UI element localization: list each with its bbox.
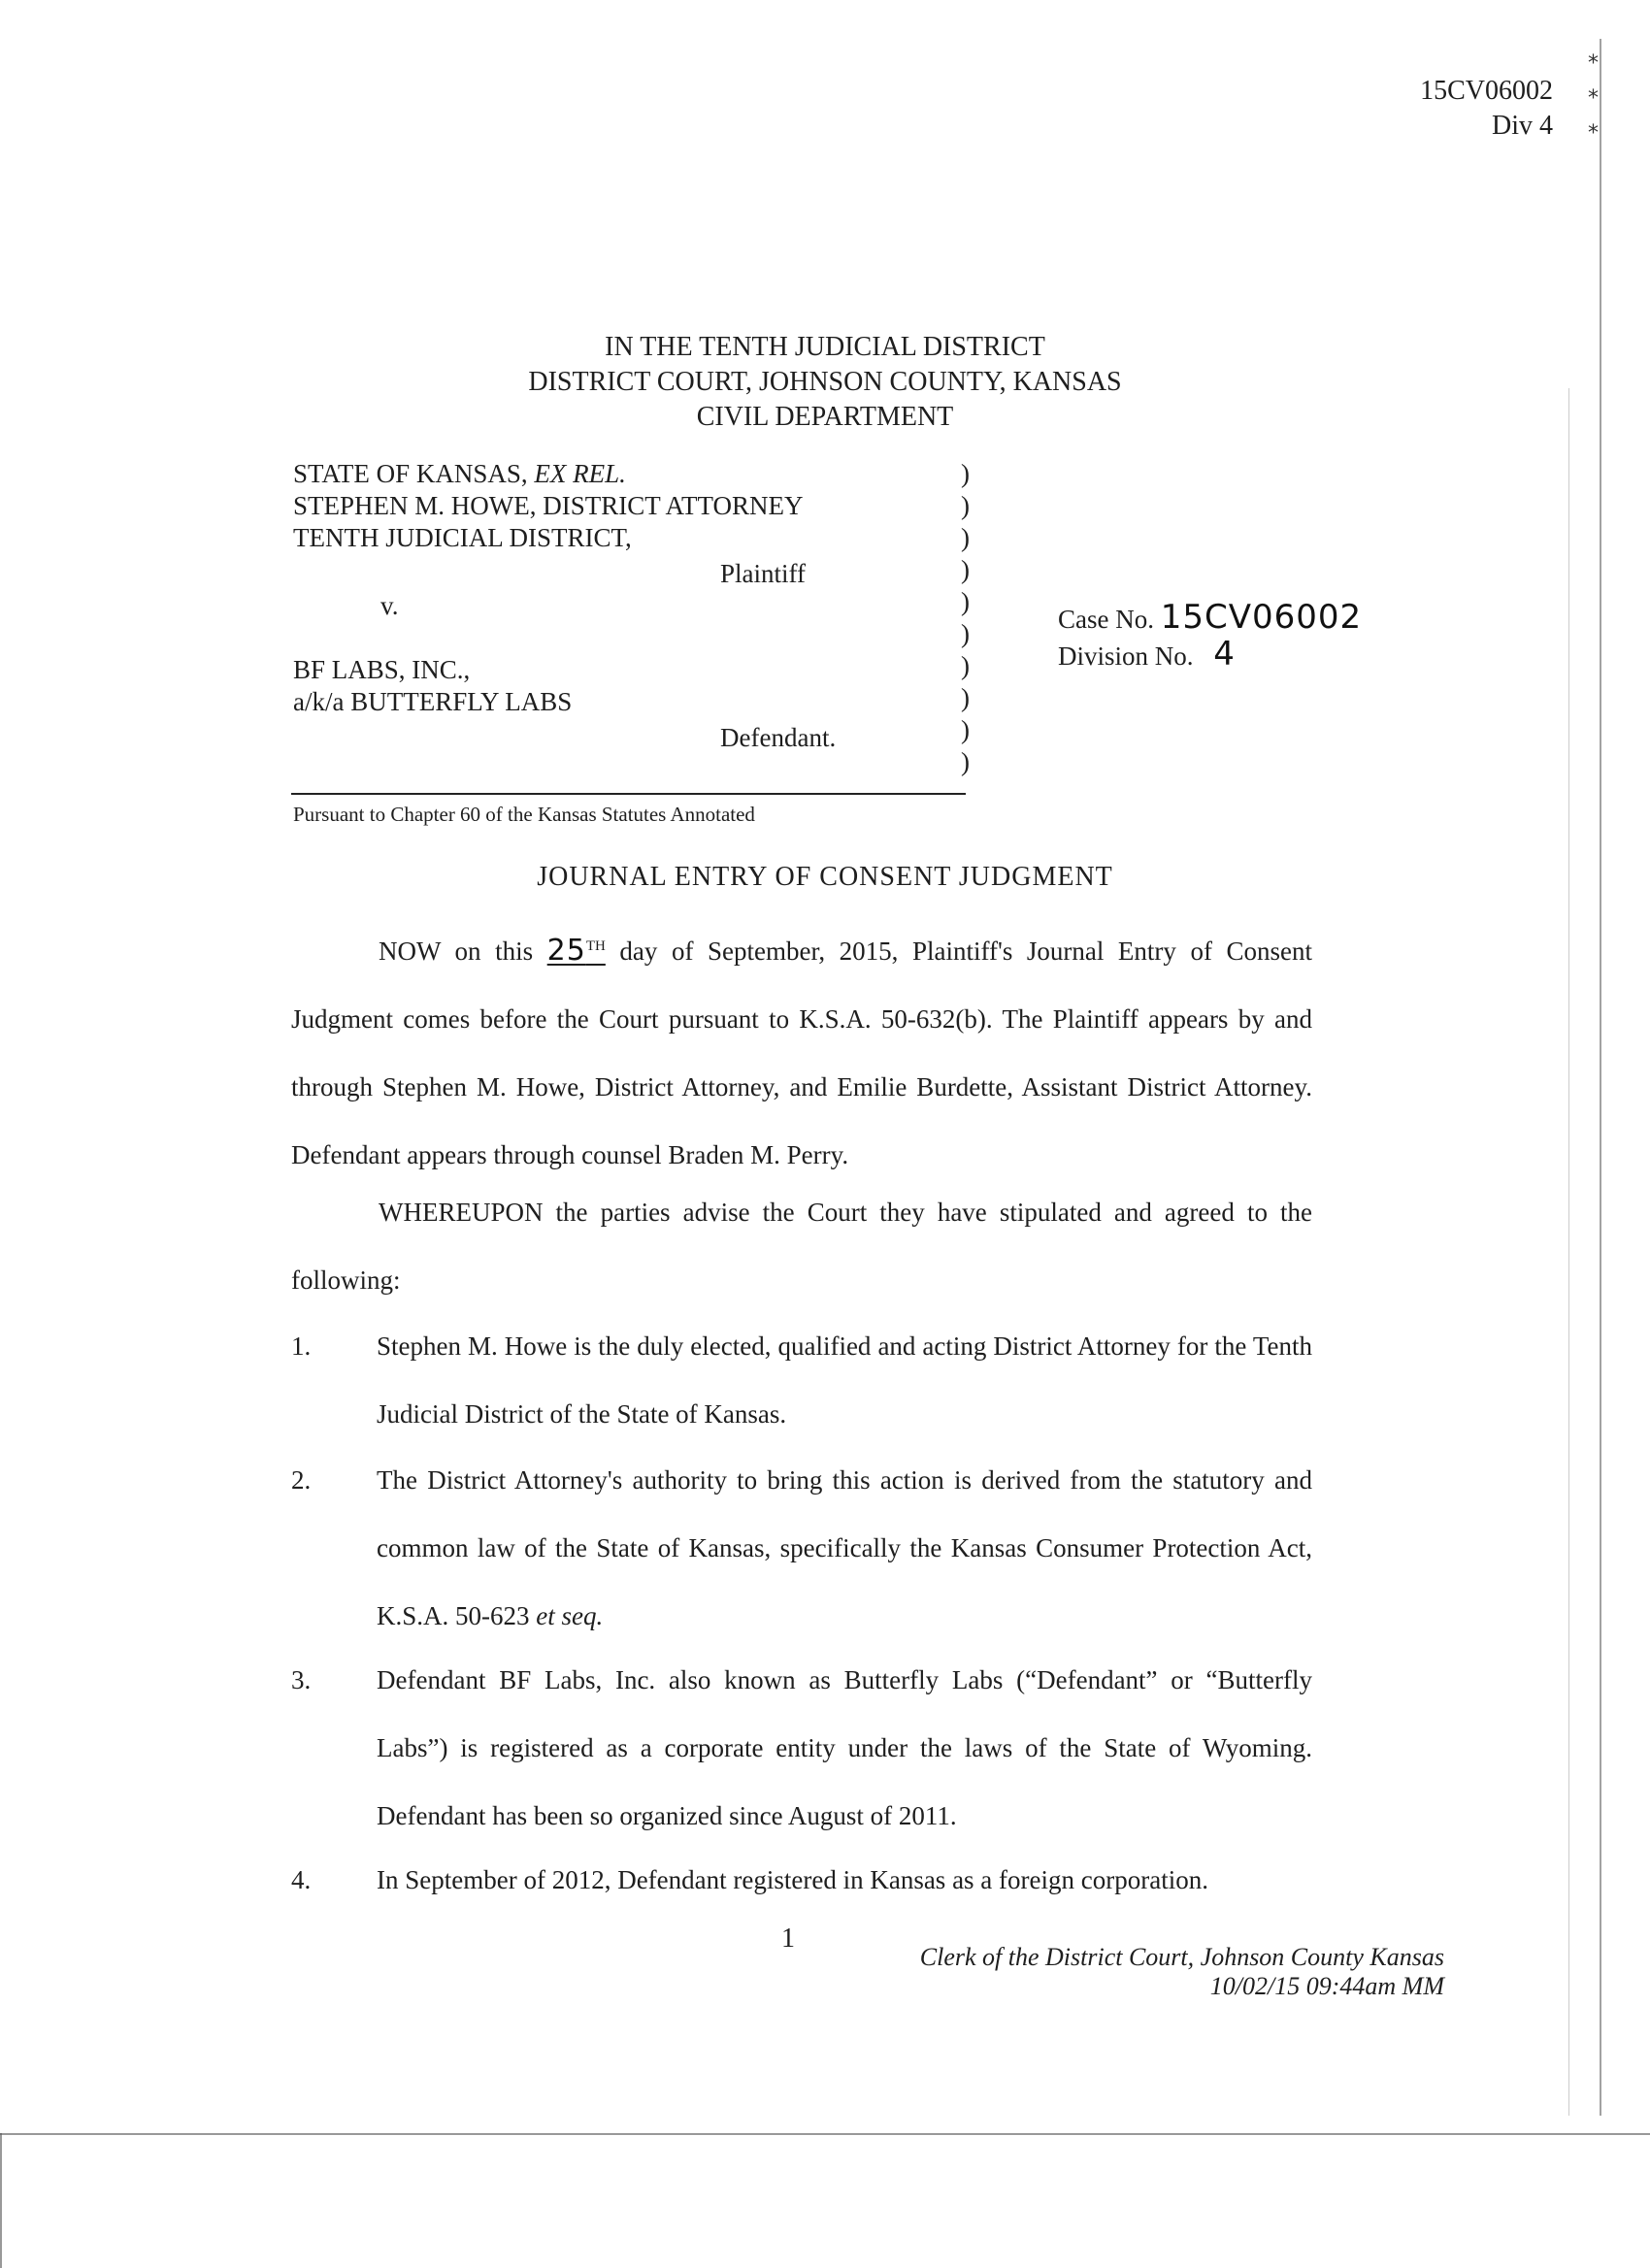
division-label: Division No. bbox=[1058, 641, 1194, 671]
court-line-2: DISTRICT COURT, JOHNSON COUNTY, KANSAS bbox=[528, 367, 1122, 397]
list-item bbox=[291, 1446, 1312, 1650]
scan-edge-right-inner bbox=[1568, 388, 1569, 2116]
header-case-number: 15CV06002 bbox=[1420, 76, 1553, 106]
clerk-stamp bbox=[920, 1943, 1444, 2001]
plaintiff-label: Plaintiff bbox=[720, 559, 807, 588]
court-heading bbox=[388, 330, 1262, 435]
whereupon-paragraph: WHEREUPON the parties advise the Court they have stipulated and agreed to the following: bbox=[291, 1198, 1312, 1295]
case-number-label: Case No. bbox=[1058, 605, 1154, 634]
list-item-text: In September of 2012, Defendant registered in Kansas as a foreign corporation. bbox=[377, 1865, 1208, 1894]
list-item-text: Defendant BF Labs, Inc. also known as Butterfly Labs (“Defendant” or “Butterfly Labs”) is registered as a corporate entity under the laws of the State of Wyoming. Defendant has been so organized since August of 2011. bbox=[377, 1665, 1312, 1830]
list-item-number: 3. bbox=[291, 1665, 312, 1694]
defendant-line-1: BF LABS, INC., bbox=[293, 655, 471, 684]
plaintiff-line-1: STATE OF KANSAS, EX REL. bbox=[293, 459, 626, 488]
header-division: Div 4 bbox=[1492, 111, 1553, 141]
list-item bbox=[291, 1312, 1312, 1448]
list-item-text: Stephen M. Howe is the duly elected, qualified and acting District Attorney for the Tenth Judicial District of the State of Kansas. bbox=[377, 1331, 1312, 1429]
list-item-number: 2. bbox=[291, 1465, 312, 1495]
clerk-line-2: 10/02/15 09:44am MM bbox=[1209, 1972, 1444, 2000]
clerk-line-1: Clerk of the District Court, Johnson County Kansas bbox=[919, 1943, 1444, 1971]
list-item bbox=[291, 1846, 1312, 1914]
pursuant-note: Pursuant to Chapter 60 of the Kansas Statutes Annotated bbox=[293, 803, 755, 826]
intro-rest: day of September, 2015, Plaintiff's Journal Entry of Consent Judgment comes before the Court pursuant to K.S.A. 50-632(b). The Plaintiff appears by and through Stephen M. Howe, District Attorney, and Emilie Burdette, Assistant District Attorney. Defendant appears through counsel Braden M. Perry. bbox=[291, 937, 1313, 1169]
list-item-number: 4. bbox=[291, 1865, 312, 1894]
division-row bbox=[1058, 637, 1362, 674]
court-line-1: IN THE TENTH JUDICIAL DISTRICT bbox=[605, 332, 1045, 362]
caption-rule bbox=[291, 793, 966, 795]
division-handwritten: 4 bbox=[1213, 635, 1236, 674]
defendant-line-2: a/k/a BUTTERFLY LABS bbox=[293, 687, 573, 716]
page-number: 1 bbox=[781, 1923, 795, 1954]
scan-edge-left bbox=[0, 2133, 2, 2268]
court-line-3: CIVIL DEPARTMENT bbox=[696, 402, 954, 432]
plaintiff-line-3: TENTH JUDICIAL DISTRICT, bbox=[293, 523, 632, 552]
ex-rel: EX REL. bbox=[534, 459, 626, 488]
case-number-box bbox=[1058, 600, 1362, 674]
intro-day: 25TH bbox=[546, 934, 606, 968]
list-item-number: 1. bbox=[291, 1331, 312, 1361]
scan-edge-right bbox=[1600, 39, 1601, 2116]
caption-parentheses: ) ) ) ) ) ) ) ) ) ) bbox=[961, 459, 970, 776]
versus: v. bbox=[380, 591, 399, 620]
intro-paragraph bbox=[291, 912, 1312, 1189]
list-item bbox=[291, 1646, 1312, 1850]
scan-edge-bottom bbox=[0, 2133, 1650, 2135]
case-number-handwritten: 15CV06002 bbox=[1160, 598, 1363, 637]
document-title: JOURNAL ENTRY OF CONSENT JUDGMENT bbox=[537, 862, 1113, 892]
defendant-label: Defendant. bbox=[720, 723, 837, 752]
case-number-row bbox=[1058, 600, 1362, 637]
stamp-marks: * * * bbox=[1588, 51, 1599, 146]
intro-now: NOW on this bbox=[379, 937, 534, 966]
plaintiff-line-2: STEPHEN M. HOWE, DISTRICT ATTORNEY bbox=[293, 491, 804, 520]
case-caption bbox=[293, 458, 836, 754]
list-item-text: The District Attorney's authority to bring this action is derived from the statutory and common law of the State of Kansas, specifically the Kansas Consumer Protection Act, K.S.A. 50-623 et seq. bbox=[377, 1465, 1312, 1630]
header-case-block bbox=[1420, 74, 1553, 144]
